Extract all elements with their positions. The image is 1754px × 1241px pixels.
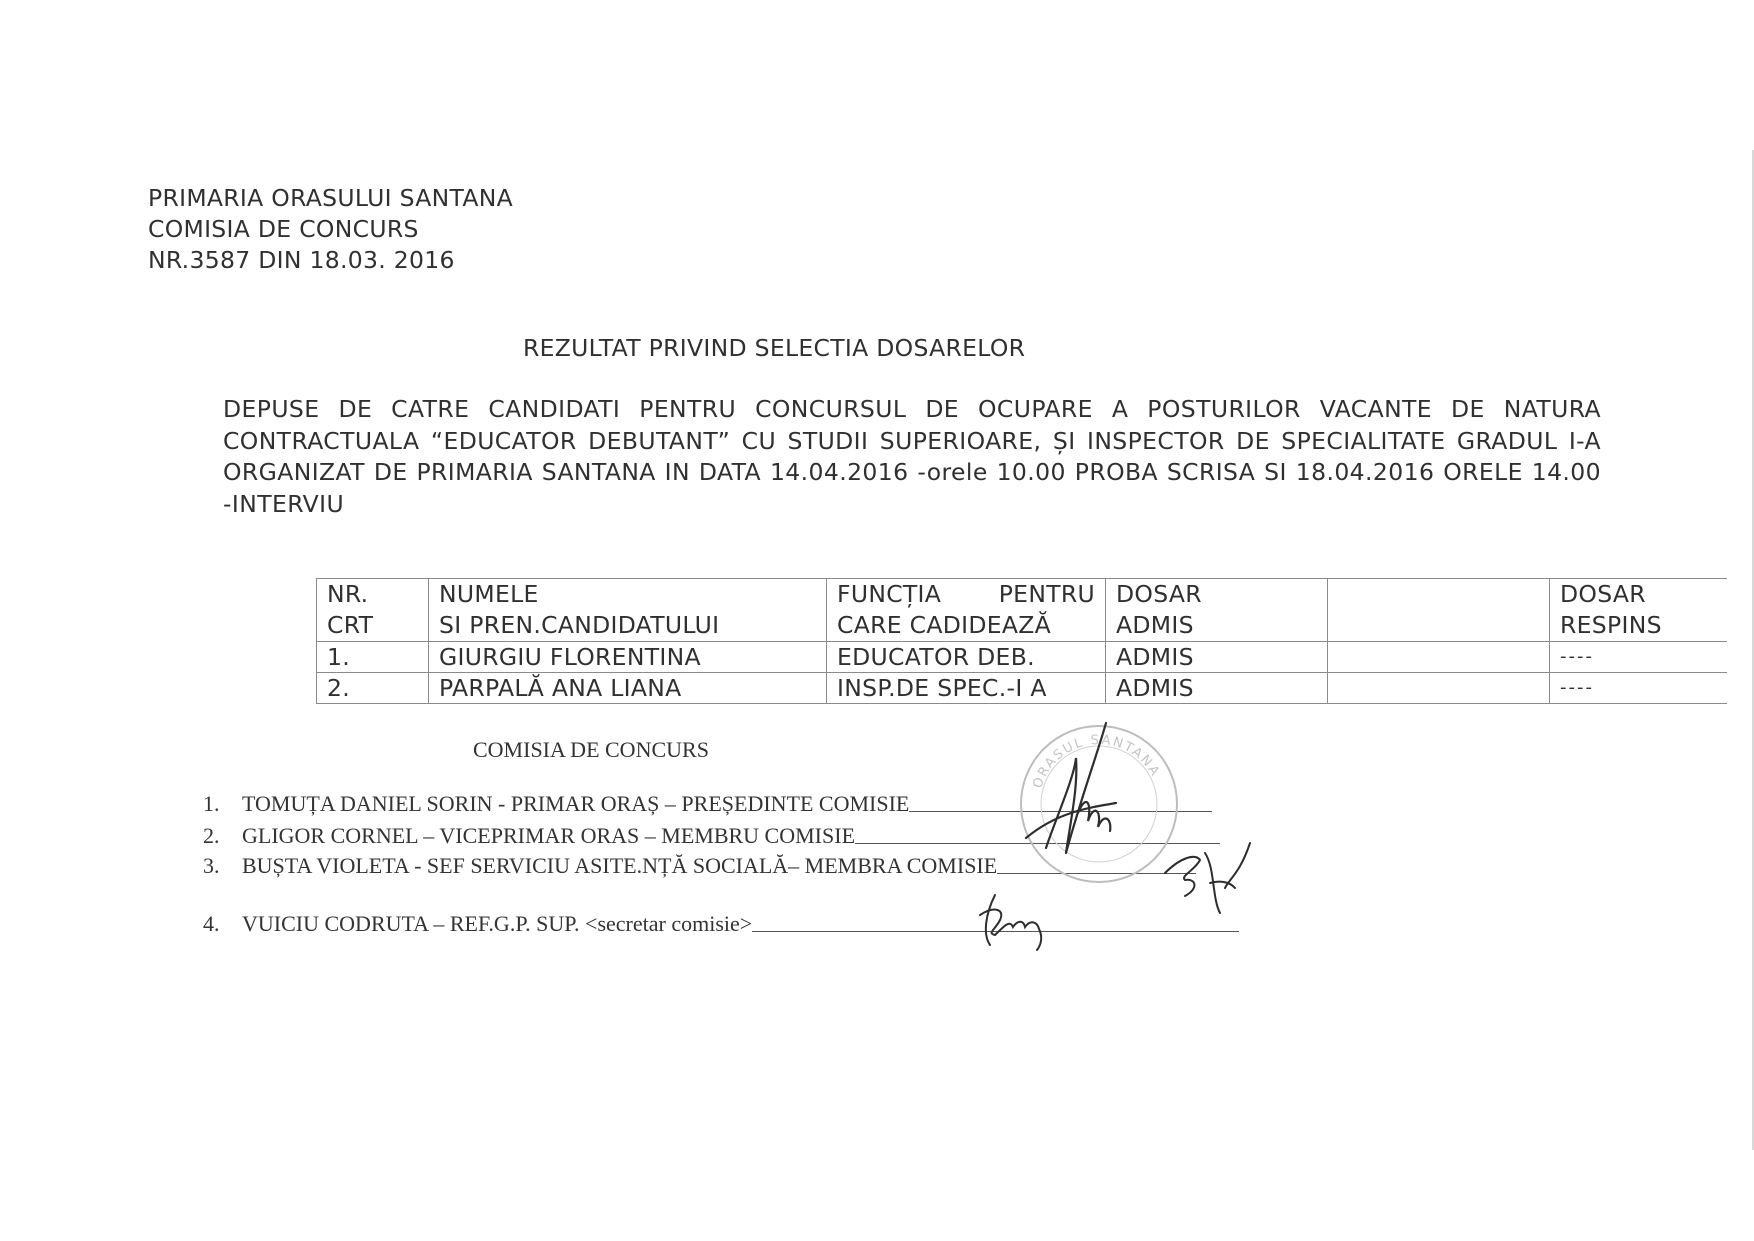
commission-title: COMISIA DE CONCURS <box>473 737 709 762</box>
member-text: GLIGOR CORNEL – VICEPRIMAR ORAS – MEMBRU COMISIE <box>242 823 856 848</box>
header-nr-line2: CRT <box>327 611 374 639</box>
member-text: VUICIU CODRUTA – REF.G.P. SUP. <secretar comisie> <box>242 911 753 936</box>
commission-name: COMISIA DE CONCURS <box>148 215 419 243</box>
header-nr-line1: NR. <box>327 580 369 608</box>
signature-secretary-icon <box>975 885 1055 955</box>
member-text: TOMUȚA DANIEL SORIN - PRIMAR ORAȘ – PREȘEDINTE COMISIE <box>242 791 910 816</box>
member-number: 1. <box>203 791 220 816</box>
header-function-line2: CARE CADIDEAZĂ <box>837 611 1052 639</box>
header-function-word1: FUNCȚIA <box>837 580 942 608</box>
header-nr-crt <box>317 579 429 642</box>
row-admis: ADMIS <box>1106 642 1328 673</box>
header-dosar-respins <box>1550 579 1728 642</box>
row-admis: ADMIS <box>1106 673 1328 704</box>
header-name-line1: NUMELE <box>439 580 539 608</box>
row-respins: ---- <box>1550 642 1728 673</box>
header-dosar-admis <box>1106 579 1328 642</box>
member-number: 4. <box>203 911 220 936</box>
document-header <box>148 183 513 276</box>
member-number: 3. <box>203 853 220 878</box>
document-title: REZULTAT PRIVIND SELECTIA DOSARELOR <box>523 334 1026 362</box>
table-row <box>317 673 1728 704</box>
row-empty <box>1328 673 1550 704</box>
signature-member-icon <box>1150 838 1260 918</box>
header-empty-column <box>1328 579 1550 642</box>
row-empty <box>1328 642 1550 673</box>
row-name: GIURGIU FLORENTINA <box>429 642 827 673</box>
row-function: EDUCATOR DEB. <box>827 642 1106 673</box>
header-name-line2: SI PREN.CANDIDATULUI <box>439 611 720 639</box>
row-nr: 1. <box>317 642 429 673</box>
header-respins-line2: RESPINS <box>1560 611 1662 639</box>
header-function-word2: PENTRU <box>998 580 1095 608</box>
member-item <box>203 911 1239 937</box>
results-table <box>316 578 1727 704</box>
intro-paragraph: DEPUSE DE CATRE CANDIDATI PENTRU CONCURSUL DE OCUPARE A POSTURILOR VACANTE DE NATURA CONTRACTUALA “EDUCATOR DEBUTANT” CU STUDII SUPERIOARE, ȘI INSPECTOR DE SPECIALITATE GRADUL I-A ORGANIZAT DE PRIMARIA SANTANA IN DATA 14.04.2016 -orele 10.00 PROBA SCRISA SI 18.04.2016 ORELE 14.00 -INTERVIU <box>223 395 1601 518</box>
institution-name: PRIMARIA ORASULUI SANTANA <box>148 184 513 212</box>
member-text: BUȘTA VIOLETA - SEF SERVICIU ASITE.NȚĂ SOCIALĂ– MEMBRA COMISIE <box>242 853 998 878</box>
table-row <box>317 642 1728 673</box>
signature-president-icon <box>1016 718 1136 863</box>
header-name <box>429 579 827 642</box>
row-respins: ---- <box>1550 673 1728 704</box>
row-nr: 2. <box>317 673 429 704</box>
header-function <box>827 579 1106 642</box>
row-name: PARPALĂ ANA LIANA <box>429 673 827 704</box>
member-number: 2. <box>203 823 220 848</box>
registration-number: NR.3587 DIN 18.03. 2016 <box>148 246 455 274</box>
row-function: INSP.DE SPEC.-I A <box>827 673 1106 704</box>
header-respins-line1: DOSAR <box>1560 580 1646 608</box>
table-header-row <box>317 579 1728 642</box>
svg-text:ORASUL SANTANA: ORASUL SANTANA <box>1030 732 1163 791</box>
header-admis-line1: DOSAR <box>1116 580 1202 608</box>
header-admis-line2: ADMIS <box>1116 611 1194 639</box>
header-function-line1 <box>837 579 1095 610</box>
